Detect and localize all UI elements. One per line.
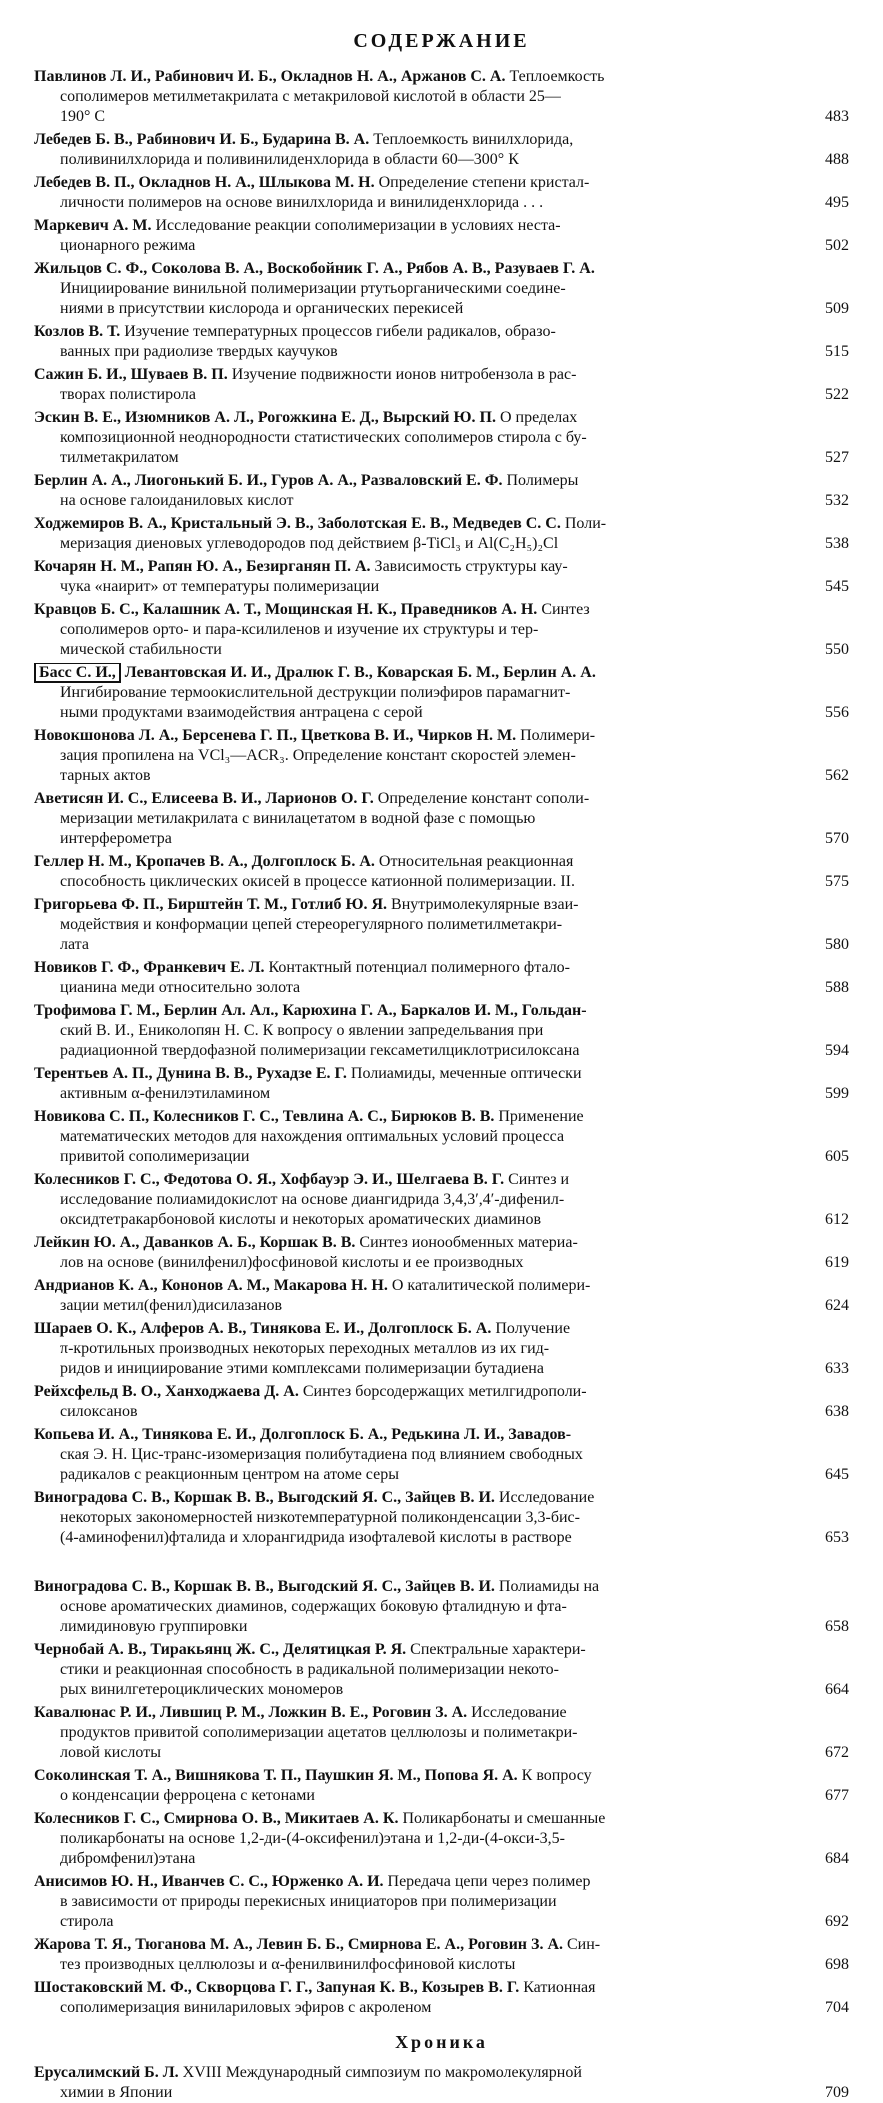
entry-title-text: К вопросу (521, 1767, 592, 1784)
entry-title-text: Относительная реакционная (378, 853, 574, 870)
entry-first-line (34, 789, 779, 809)
entry-continuation-line: стики и реакционная способность в радикальной полимеризации некото- (60, 1661, 559, 1678)
entry-authors: Колесников Г. С., Федотова О. Я., Хофбауэр Э. И., Шелгаева В. Г. (34, 1171, 505, 1188)
entry-continuation-line: ридов и инициирование этими комплексами полимеризации бутадиена (60, 1360, 544, 1377)
entry-continuation-line: лимидиновую группировки (60, 1618, 248, 1635)
entry-continuation-line: зации метил(фенил)дисилазанов (60, 1297, 283, 1314)
entry-first-line (34, 130, 779, 150)
entry-continuation-line: ловой кислоты (60, 1744, 161, 1761)
entry-page-number: 653 (825, 1529, 849, 1546)
entry-page-number: 612 (825, 1211, 849, 1228)
entry-authors: Аветисян И. С., Елисеева В. И., Ларионов О. Г. (34, 790, 374, 807)
contents-entry (34, 1872, 849, 1932)
entry-first-line (34, 852, 779, 872)
entry-continuation-line: творах полистирола (60, 386, 196, 403)
entry-title-text: Синтез ионообменных материа- (359, 1234, 578, 1251)
entry-title-text: Определение констант сополи- (377, 790, 590, 807)
entry-page-number: 556 (825, 704, 849, 721)
contents-entry (34, 216, 849, 256)
entry-page-number: 538 (825, 535, 849, 552)
entry-page-number: 709 (825, 2084, 849, 2101)
contents-entry (34, 1382, 849, 1422)
chronicle-title: Хроника (395, 2032, 488, 2052)
entry-page-number: 545 (825, 578, 849, 595)
entry-page-number: 677 (825, 1787, 849, 1804)
entry-continuation-line: продуктов привитой сополимеризации ацетатов целлюлозы и полиметакри- (60, 1724, 578, 1741)
contents-entry (34, 1064, 849, 1104)
entry-first-line (34, 663, 779, 683)
entry-page-number: 532 (825, 492, 849, 509)
entry-authors: Берлин А. А., Лиогонький Б. И., Гуров А. А., Разваловский Е. Ф. (34, 472, 503, 489)
contents-entry (34, 726, 849, 786)
entry-authors: Трофимова Г. М., Берлин Ал. Ал., Карюхина Г. А., Баркалов И. М., Гольдан- (34, 1002, 587, 1019)
entry-continuation-line: поликарбонаты на основе 1,2-ди-(4-оксифенил)этана и 1,2-ди-(4-окси-3,5- (60, 1830, 566, 1847)
contents-entry (34, 1640, 849, 1700)
entry-first-line (34, 471, 779, 491)
contents-entry (34, 1766, 849, 1806)
entry-continuation-line: ными продуктами взаимодействия антрацена с серой (60, 704, 423, 721)
entry-continuation-line: рых винилгетероциклических мономеров (60, 1681, 344, 1698)
entry-authors: Ходжемиров В. А., Кристальный Э. В., Заболотская Е. В., Медведев С. С. (34, 515, 561, 532)
entry-first-line (34, 600, 779, 620)
entry-continuation-line: лата (60, 936, 89, 953)
entry-continuation-line: интерферометра (60, 830, 172, 847)
entry-authors: Эскин В. Е., Изюмников А. Л., Рогожкина Е. Д., Вырский Ю. П. (34, 409, 496, 426)
entry-authors: Павлинов Л. И., Рабинович И. Б., Окладнов Н. А., Аржанов С. А. (34, 68, 506, 85)
entry-continuation-line: стирола (60, 1913, 114, 1930)
entry-first-line (34, 958, 779, 978)
entry-continuation-line: π-кротильных производных некоторых переходных металлов из их гид- (60, 1340, 550, 1357)
entry-continuation-line: сополимеров орто- и пара-ксилиленов и изучение их структуры и тер- (60, 621, 539, 638)
entry-first-line (34, 1001, 779, 1021)
entry-continuation-line: о конденсации ферроцена с кетонами (60, 1787, 315, 1804)
entry-authors: Басс С. И., Левантовская И. И., Дралюк Г. В., Коварская Б. М., Берлин А. А. (34, 663, 596, 683)
entry-title-text: Спектральные характери- (410, 1641, 586, 1658)
entry-continuation-line: сополимеров метилметакрилата с метакриловой кислотой в области 25— (60, 88, 561, 105)
entry-continuation-line: ционарного режима (60, 237, 196, 254)
contents-entry (34, 322, 849, 362)
entry-first-line (34, 726, 779, 746)
entry-continuation-line: оксидтетракарбоновой кислоты и некоторых ароматических диаминов (60, 1211, 542, 1228)
spacer (34, 1551, 849, 1577)
contents-entry (34, 895, 849, 955)
entry-authors: Новиков Г. Ф., Франкевич Е. Л. (34, 959, 265, 976)
entry-first-line (34, 1107, 779, 1127)
contents-entry (34, 1978, 849, 2018)
entry-title-text: Контактный потенциал полимерного фтало- (268, 959, 571, 976)
contents-entry (34, 67, 849, 127)
entry-continuation-line: ванных при радиолизе твердых каучуков (60, 343, 338, 360)
entry-continuation-line: радиационной твердофазной полимеризации гексаметилциклотрисилоксана (60, 1042, 580, 1059)
entry-first-line (34, 2063, 779, 2083)
entry-page-number: 624 (825, 1297, 849, 1314)
entry-first-line (34, 514, 779, 534)
entry-authors: Козлов В. Т. (34, 323, 121, 340)
entry-authors: Новикова С. П., Колесников Г. С., Тевлина А. С., Бирюков В. В. (34, 1108, 495, 1125)
entry-title-text: Зависимость структуры кау- (374, 558, 568, 575)
entry-continuation-line: дибромфенил)этана (60, 1850, 196, 1867)
entry-continuation-line: способность циклических окисей в процессе катионной полимеризации. II. (60, 873, 575, 890)
entry-title-text: Синтез (541, 601, 590, 618)
page-title: СОДЕРЖАНИЕ (353, 30, 530, 52)
contents-entry (34, 173, 849, 213)
entry-title-text: Изучение подвижности ионов нитробензола в рас- (231, 366, 577, 383)
entry-title-text: XVIII Международный симпозиум по макромолекулярной (182, 2064, 582, 2081)
entry-title-text: Полимеры (506, 472, 579, 489)
entry-page-number: 588 (825, 979, 849, 996)
entry-first-line (34, 67, 779, 87)
entry-authors: Ерусалимский Б. Л. (34, 2064, 179, 2081)
contents-entry (34, 1809, 849, 1869)
entry-title-text: Полимери- (520, 727, 596, 744)
entry-continuation-line: чука «наирит» от температуры полимеризации (60, 578, 380, 595)
entry-continuation-line: 190° С (60, 108, 106, 125)
entry-continuation-line: меризации метилакрилата с винилацетатом в водной фазе с помощью (60, 810, 536, 827)
entry-title-text: Катионная (523, 1979, 596, 1996)
entry-authors: Геллер Н. М., Кропачев В. А., Долгоплоск Б. А. (34, 853, 375, 870)
contents-entry (34, 1170, 849, 1230)
entry-first-line (34, 895, 779, 915)
entry-title-text: Передача цепи через полимер (387, 1873, 591, 1890)
entry-continuation-line: силоксанов (60, 1403, 138, 1420)
entry-first-line (34, 322, 779, 342)
entry-first-line (34, 1382, 779, 1402)
entry-continuation-line: привитой сополимеризации (60, 1148, 250, 1165)
entry-page-number: 550 (825, 641, 849, 658)
entry-first-line (34, 408, 779, 428)
entry-continuation-line: активным α-фенилэтиламином (60, 1085, 271, 1102)
entry-continuation-line: в зависимости от природы перекисных инициаторов при полимеризации (60, 1893, 557, 1910)
entry-continuation-line: Инициирование винильной полимеризации ртутьорганическими соедине- (60, 280, 566, 297)
entry-page-number: 575 (825, 873, 849, 890)
entry-title-text: Полиамиды, меченные оптически (350, 1065, 582, 1082)
contents-entry (34, 1935, 849, 1975)
entry-first-line (34, 365, 779, 385)
contents-entry (34, 1319, 849, 1379)
contents-entry (34, 408, 849, 468)
entry-first-line (34, 173, 779, 193)
entry-first-line (34, 1170, 779, 1190)
entry-continuation-line: основе ароматических диаминов, содержащих боковую фталидную и фта- (60, 1598, 567, 1615)
entry-authors: Шостаковский М. Ф., Скворцова Г. Г., Запуная К. В., Козырев В. Г. (34, 1979, 520, 1996)
entry-title-text: Поликарбонаты и смешанные (402, 1810, 606, 1827)
entry-continuation-line: тарных актов (60, 767, 151, 784)
entry-page-number: 515 (825, 343, 849, 360)
chronicle-list (34, 2063, 849, 2103)
entry-continuation-line: зация пропилена на VCl₃—ACR₃. Определение констант скоростей элемен- (60, 747, 576, 764)
entry-page-number: 645 (825, 1466, 849, 1483)
entry-title-text: О пределах (499, 409, 578, 426)
entry-page-number: 638 (825, 1403, 849, 1420)
entry-continuation-line: математических методов для нахождения оптимальных условий процесса (60, 1128, 565, 1145)
entry-title-text: Исследование реакции сополимеризации в условиях неста- (155, 217, 561, 234)
entry-continuation-line: тез производных целлюлозы и α-фенилвинилфосфиновой кислоты (60, 1956, 516, 1973)
entry-continuation-line: личности полимеров на основе винилхлорида и винилиденхлорида . . . (60, 194, 544, 211)
entry-continuation-line: цианина меди относительно золота (60, 979, 301, 996)
entry-authors: Виноградова С. В., Коршак В. В., Выгодский Я. С., Зайцев В. И. (34, 1489, 495, 1506)
entry-page-number: 527 (825, 449, 849, 466)
entry-title-text: Теплоемкость (509, 68, 605, 85)
entry-authors: Андрианов К. А., Кононов А. М., Макарова Н. Н. (34, 1277, 388, 1294)
entry-continuation-line: сополимеризация винилариловых эфиров с акроленом (60, 1999, 432, 2016)
entry-authors: Сажин Б. И., Шуваев В. П. (34, 366, 228, 383)
entry-page-number: 658 (825, 1618, 849, 1635)
entry-first-line (34, 1276, 779, 1296)
entry-title-text: Исследование (498, 1489, 595, 1506)
entry-title-text: Получение (495, 1320, 571, 1337)
contents-entry (34, 365, 849, 405)
entry-page-number: 599 (825, 1085, 849, 1102)
highlighted-author: Басс С. И., (34, 663, 121, 683)
entry-title-text: Синтез борсодержащих метилгидрополи- (302, 1383, 587, 1400)
contents-entry (34, 1425, 849, 1485)
contents-entry (34, 557, 849, 597)
entry-continuation-line: радикалов с реакционным центром на атоме серы (60, 1466, 399, 1483)
entry-page-number: 562 (825, 767, 849, 784)
entry-title-text: Син- (567, 1936, 601, 1953)
entry-page-number: 488 (825, 151, 849, 168)
entry-first-line (34, 557, 779, 577)
entry-page-number: 580 (825, 936, 849, 953)
entry-title-text: Синтез и (508, 1171, 570, 1188)
contents-entry (34, 1107, 849, 1167)
entry-page-number: 672 (825, 1744, 849, 1761)
entry-authors: Копьева И. А., Тинякова Е. И., Долгоплоск Б. А., Редькина Л. И., Завадов- (34, 1426, 572, 1443)
entry-continuation-line: (4-аминофенил)фталида и хлорангидрида изофталевой кислоты в растворе (60, 1529, 572, 1546)
entry-authors: Маркевич А. М. (34, 217, 152, 234)
contents-entry (34, 471, 849, 511)
entry-first-line (34, 1319, 779, 1339)
entry-first-line (34, 1425, 779, 1445)
entry-authors: Лейкин Ю. А., Даванков А. Б., Коршак В. В. (34, 1234, 356, 1251)
entry-authors: Лебедев В. П., Окладнов Н. А., Шлыкова М. Н. (34, 174, 375, 191)
contents-entry (34, 1703, 849, 1763)
entry-page-number: 633 (825, 1360, 849, 1377)
entry-continuation-line: тилметакрилатом (60, 449, 179, 466)
entry-first-line (34, 1577, 779, 1597)
entry-title-text: Применение (498, 1108, 584, 1125)
entry-authors: Соколинская Т. А., Вишнякова Т. П., Паушкин Я. М., Попова Я. А. (34, 1767, 518, 1784)
entry-first-line (34, 1488, 779, 1508)
contents-entry (34, 2063, 849, 2103)
contents-entry (34, 1276, 849, 1316)
entry-authors: Терентьев А. П., Дунина В. В., Рухадзе Е. Г. (34, 1065, 347, 1082)
entry-page-number: 684 (825, 1850, 849, 1867)
entry-title-text: Исследование (471, 1704, 567, 1721)
entry-authors: Шараев О. К., Алферов А. В., Тинякова Е. И., Долгоплоск Б. А. (34, 1320, 492, 1337)
contents-entry (34, 1488, 849, 1548)
entry-page-number: 522 (825, 386, 849, 403)
contents-entry (34, 514, 849, 554)
entry-authors: Чернобай А. В., Тиракьянц Ж. С., Делятицкая Р. Я. (34, 1641, 407, 1658)
entry-title-text: Теплоемкость винилхлорида, (373, 131, 574, 148)
entry-authors: Виноградова С. В., Коршак В. В., Выгодский Я. С., Зайцев В. И. (34, 1578, 495, 1595)
entry-page-number: 509 (825, 300, 849, 317)
entry-continuation-line: лов на основе (винилфенил)фосфиновой кислоты и ее производных (60, 1254, 524, 1271)
contents-entry (34, 958, 849, 998)
entry-page-number: 594 (825, 1042, 849, 1059)
entry-authors: Кочарян Н. М., Рапян Ю. А., Безирганян П. А. (34, 558, 371, 575)
contents-entry (34, 1001, 849, 1061)
entry-authors: Григорьева Ф. П., Бирштейн Т. М., Готлиб Ю. Я. (34, 896, 388, 913)
entry-first-line (34, 1233, 779, 1253)
entry-title-text: Определение степени кристал- (378, 174, 590, 191)
entry-authors: Жильцов С. Ф., Соколова В. А., Воскобойник Г. А., Рябов А. В., Разуваев Г. А. (34, 260, 595, 277)
contents-entry (34, 663, 849, 723)
entry-first-line (34, 1809, 779, 1829)
entry-continuation-line: Ингибирование термоокислительной деструкции полиэфиров парамагнит- (60, 684, 571, 701)
entry-title-text: Внутримолекулярные взаи- (391, 896, 579, 913)
entry-authors: Кравцов Б. С., Калашник А. Т., Мощинская Н. К., Праведников А. Н. (34, 601, 538, 618)
entry-continuation-line: ский В. И., Ениколопян Н. С. К вопросу о явлении запредельвания при (60, 1022, 544, 1039)
entry-continuation-line: ниями в присутствии кислорода и органических перекисей (60, 300, 464, 317)
entry-page-number: 502 (825, 237, 849, 254)
entry-authors: Колесников Г. С., Смирнова О. В., Микитаев А. К. (34, 1810, 399, 1827)
entry-continuation-line: некоторых закономерностей низкотемпературной поликонденсации 3,3-бис- (60, 1509, 580, 1526)
entry-title-text: Изучение температурных процессов гибели радикалов, образо- (124, 323, 556, 340)
entry-page-number: 483 (825, 108, 849, 125)
entry-continuation-line: химии в Японии (60, 2084, 173, 2101)
entry-title-text: Полиамиды на (498, 1578, 600, 1595)
contents-entry (34, 789, 849, 849)
entry-first-line (34, 1703, 779, 1723)
entry-authors: Анисимов Ю. Н., Иванчев С. С., Юрженко А. И. (34, 1873, 384, 1890)
entry-first-line (34, 216, 779, 236)
entry-first-line (34, 259, 779, 279)
entry-continuation-line: на основе галоиданиловых кислот (60, 492, 294, 509)
entry-first-line (34, 1766, 779, 1786)
entry-continuation-line: мической стабильности (60, 641, 222, 658)
contents-entry (34, 852, 849, 892)
entry-page-number: 570 (825, 830, 849, 847)
entry-continuation-line: композиционной неоднородности статистических сополимеров стирола с бу- (60, 429, 587, 446)
entry-first-line (34, 1064, 779, 1084)
entry-page-number: 704 (825, 1999, 849, 2016)
contents-entry (34, 1233, 849, 1273)
entry-page-number: 692 (825, 1913, 849, 1930)
entry-first-line (34, 1640, 779, 1660)
entry-page-number: 698 (825, 1956, 849, 1973)
entry-first-line (34, 1935, 779, 1955)
entry-page-number: 605 (825, 1148, 849, 1165)
entry-page-number: 495 (825, 194, 849, 211)
entry-authors: Жарова Т. Я., Тюганова М. А., Левин Б. Б., Смирнова Е. А., Роговин З. А. (34, 1936, 563, 1953)
contents-entry (34, 130, 849, 170)
contents-list (34, 67, 849, 2018)
entry-authors: Лебедев Б. В., Рабинович И. Б., Бударина В. А. (34, 131, 370, 148)
entry-title-text: Поли- (564, 515, 607, 532)
entry-continuation-line: поливинилхлорида и поливинилиденхлорида в области 60—300° К (60, 151, 519, 168)
contents-entry (34, 259, 849, 319)
entry-continuation-line: меризация диеновых углеводородов под действием β-TiCl₃ и Al(C₂H₅)₂Cl (60, 535, 559, 552)
contents-entry (34, 600, 849, 660)
entry-page-number: 664 (825, 1681, 849, 1698)
entry-page-number: 619 (825, 1254, 849, 1271)
entry-authors: Рейхсфельд В. О., Ханходжаева Д. А. (34, 1383, 299, 1400)
entry-continuation-line: модействия и конформации цепей стереорегулярного полиметилметакри- (60, 916, 563, 933)
entry-first-line (34, 1978, 779, 1998)
entry-authors: Новокшонова Л. А., Берсенева Г. П., Цветкова В. И., Чирков Н. М. (34, 727, 517, 744)
entry-authors: Кавалюнас Р. И., Лившиц Р. М., Ложкин В. Е., Роговин З. А. (34, 1704, 468, 1721)
entry-title-text: О каталитической полимери- (391, 1277, 591, 1294)
entry-continuation-line: исследование полиамидокислот на основе диангидрида 3,4,3′,4′-дифенил- (60, 1191, 565, 1208)
entry-first-line (34, 1872, 779, 1892)
contents-entry (34, 1577, 849, 1637)
entry-continuation-line: ская Э. Н. Цис-транс-изомеризация полибутадиена под влиянием свободных (60, 1446, 583, 1463)
